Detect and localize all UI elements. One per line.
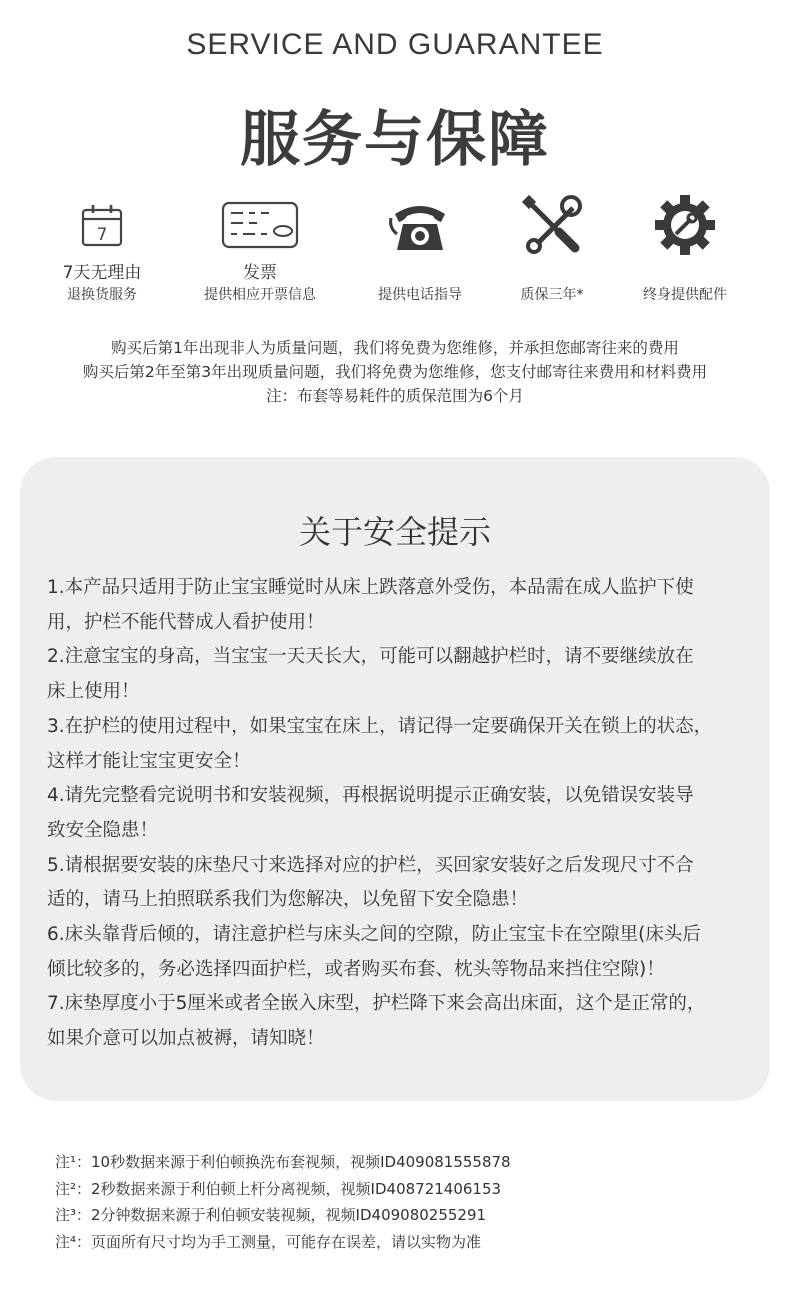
safety-line: 1.本产品只适用于防止宝宝睡觉时从床上跌落意外受伤，本品需在成人监护下使: [47, 577, 694, 598]
safety-line: 6.床头靠背后倾的，请注意护栏与床头之间的空隙，防止宝宝卡在空隙里(床头后: [47, 924, 701, 946]
service-phone: [345, 192, 495, 304]
service-parts: [610, 192, 760, 304]
safety-line: 致安全隐患！: [47, 819, 159, 841]
service-label: 7天无理由: [62, 263, 142, 283]
invoice-icon: [185, 192, 335, 258]
footnote: 注²：2秒数据来源于利伯顿上杆分离视频，视频ID408721406153: [55, 1179, 502, 1198]
safety-line: 倾比较多的，务必选择四面护栏，或者购买布套、枕头等物品来挡住空隙)！: [47, 958, 665, 980]
footnotes: [55, 1149, 755, 1255]
service-desc: 提供电话指导: [378, 287, 462, 303]
warranty-notes: [0, 336, 790, 408]
service-invoice: [185, 192, 335, 304]
service-desc: 终身提供配件: [643, 287, 727, 303]
safety-line: 2.注意宝宝的身高，当宝宝一天天长大，可能可以翻越护栏时，请不要继续放在: [47, 646, 694, 668]
safety-line: 床上使用！: [47, 681, 140, 703]
calendar-7-icon: [27, 192, 177, 258]
section-subtitle-en: SERVICE AND GUARANTEE: [186, 28, 604, 61]
safety-list: [47, 571, 747, 1057]
footnote: 注⁴：页面所有尺寸均为手工测量，可能存在误差，请以实物为准: [55, 1232, 482, 1251]
service-desc: 提供相应开票信息: [204, 287, 316, 303]
telephone-icon: [345, 192, 495, 258]
note-line: 注：布套等易耗件的质保范围为6个月: [266, 387, 524, 405]
gear-wrench-icon: [610, 192, 760, 258]
safety-line: 5.请根据要安装的床垫尺寸来选择对应的护栏，买回家安装好之后发现尺寸不合: [47, 854, 694, 876]
footnote: 注³：2分钟数据来源于利伯顿安装视频，视频ID409080255291: [55, 1206, 487, 1224]
note-line: 购买后第1年出现非人为质量问题，我们将免费为您维修，并承担您邮寄往来的费用: [111, 339, 679, 357]
safety-line: 3.在护栏的使用过程中，如果宝宝在床上，请记得一定要确保开关在锁上的状态，: [47, 715, 713, 737]
service-return: [27, 192, 177, 304]
safety-line: 7.床垫厚度小于5厘米或者全嵌入床型，护栏降下来会高出床面，这个是正常的，: [47, 993, 706, 1015]
services-row: [0, 192, 790, 312]
safety-line: 适的，请马上拍照联系我们为您解决，以免留下安全隐患！: [47, 889, 529, 911]
svg-text:7: 7: [96, 225, 108, 245]
safety-line: 4.请先完整看完说明书和安装视频，再根据说明提示正确安装，以免错误安装导: [47, 785, 694, 807]
safety-line: 用，护栏不能代替成人看护使用！: [47, 611, 325, 633]
safety-card: [20, 457, 770, 1101]
footnote: 注¹：10秒数据来源于利伯顿换洗布套视频，视频ID409081555878: [55, 1153, 511, 1171]
tools-icon: [477, 192, 627, 258]
safety-line: 如果介意可以加点被褥，请知晓！: [47, 1028, 325, 1050]
service-warranty: [477, 192, 627, 304]
safety-title: 关于安全提示: [298, 513, 491, 551]
service-desc: 质保三年*: [520, 287, 584, 303]
safety-line: 这样才能让宝宝更安全！: [47, 750, 251, 772]
service-desc: 退换货服务: [67, 287, 137, 303]
note-line: 购买后第2年至第3年出现质量问题，我们将免费为您维修，您支付邮寄往来费用和材料费用: [82, 363, 708, 381]
section-title: 服务与保障: [240, 105, 550, 175]
service-label: 发票: [243, 263, 277, 283]
